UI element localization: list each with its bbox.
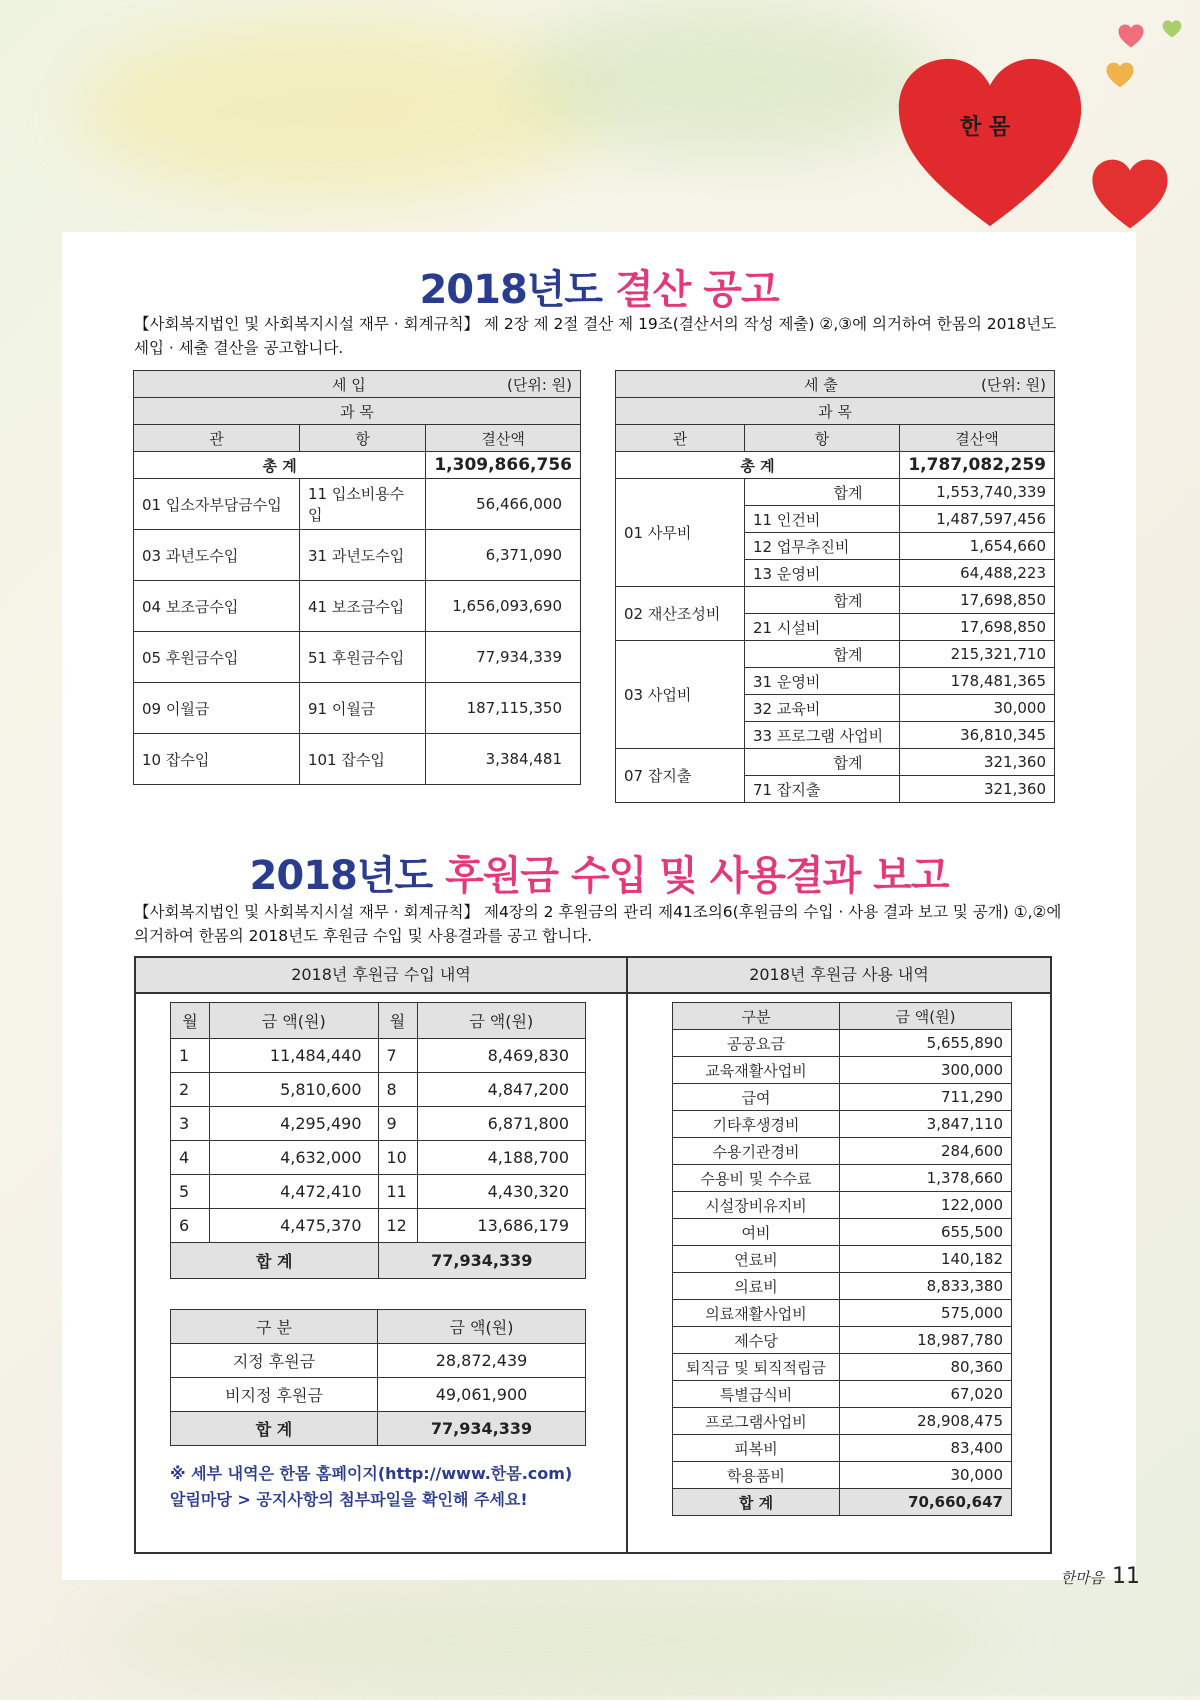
section2-title-main: 후원금 수입 및 사용결과 보고	[445, 853, 949, 899]
donation-use-heading: 2018년 후원금 사용 내역	[628, 958, 1050, 994]
income-title-cell	[134, 371, 581, 398]
income-unit: (단위: 원)	[507, 375, 572, 394]
magazine-name: 한마음	[1060, 1569, 1104, 1587]
usage-row	[673, 1408, 1012, 1435]
income-hang: 51 후원금수입	[299, 632, 425, 683]
usage-amount: 30,000	[840, 1462, 1012, 1489]
usage-amount: 5,655,890	[840, 1030, 1012, 1057]
usage-amount: 8,833,380	[840, 1273, 1012, 1300]
monthly-amount: 11,484,440	[210, 1039, 379, 1073]
monthly-month: 3	[171, 1107, 210, 1141]
usage-row	[673, 1084, 1012, 1111]
expense-col-amount: 결산액	[900, 425, 1055, 452]
expense-gwan: 07 잡지출	[616, 749, 745, 803]
background-wash-yellow	[80, 20, 600, 200]
monthly-amount: 4,430,320	[417, 1175, 586, 1209]
monthly-row	[171, 1039, 586, 1073]
homepage-note-line2: 알림마당 > 공지사항의 첨부파일을 확인해 주세요!	[170, 1490, 528, 1509]
income-amount: 1,656,093,690	[426, 581, 581, 632]
content-panel	[62, 232, 1136, 1580]
section1-title	[62, 258, 1136, 315]
usage-amount: 67,020	[840, 1381, 1012, 1408]
income-row	[134, 734, 581, 785]
kind-row	[171, 1378, 586, 1412]
heart-large-icon	[895, 55, 1085, 230]
monthly-col-month-2: 월	[378, 1003, 417, 1039]
usage-row	[673, 1462, 1012, 1489]
homepage-note	[170, 1461, 572, 1513]
monthly-month: 2	[171, 1073, 210, 1107]
expense-gwan: 01 사무비	[616, 479, 745, 587]
income-row	[134, 479, 581, 530]
page-number: 11	[1112, 1564, 1140, 1589]
donation-income-heading: 2018년 후원금 수입 내역	[136, 958, 626, 994]
income-amount: 6,371,090	[426, 530, 581, 581]
expense-row	[616, 479, 1055, 506]
heart-green-icon	[1162, 20, 1182, 38]
homepage-note-line1: ※ 세부 내역은 한몸 홈페이지(http://www.한몸.com)	[170, 1464, 573, 1483]
expense-hang: 12 업무추진비	[745, 533, 900, 560]
usage-label: 수용비 및 수수료	[673, 1165, 840, 1192]
usage-total: 70,660,647	[840, 1489, 1012, 1516]
usage-row	[673, 1435, 1012, 1462]
income-col-hang: 항	[299, 425, 425, 452]
donation-divider	[626, 958, 628, 1552]
usage-total-label: 합 계	[673, 1489, 840, 1516]
kind-label: 비지정 후원금	[171, 1378, 378, 1412]
income-row	[134, 581, 581, 632]
usage-row	[673, 1246, 1012, 1273]
income-amount: 3,384,481	[426, 734, 581, 785]
income-row	[134, 683, 581, 734]
monthly-amount: 6,871,800	[417, 1107, 586, 1141]
income-hang: 31 과년도수입	[299, 530, 425, 581]
expense-hang: 71 잡지출	[745, 776, 900, 803]
expense-unit: (단위: 원)	[981, 375, 1046, 394]
usage-amount: 28,908,475	[840, 1408, 1012, 1435]
income-subject: 과 목	[134, 398, 581, 425]
income-total-label: 총 계	[134, 452, 426, 479]
monthly-amount: 4,188,700	[417, 1141, 586, 1175]
monthly-row	[171, 1107, 586, 1141]
header-label: 한 몸	[960, 115, 1011, 140]
monthly-month: 7	[378, 1039, 417, 1073]
expense-amount: 1,654,660	[900, 533, 1055, 560]
usage-label: 퇴직금 및 퇴직적립금	[673, 1354, 840, 1381]
expense-col-gwan: 관	[616, 425, 745, 452]
monthly-month: 10	[378, 1141, 417, 1175]
heart-orange-icon	[1105, 62, 1135, 88]
usage-label: 연료비	[673, 1246, 840, 1273]
usage-row	[673, 1030, 1012, 1057]
expense-hang: 11 인건비	[745, 506, 900, 533]
monthly-col-amount-1: 금 액(원)	[210, 1003, 379, 1039]
monthly-month: 9	[378, 1107, 417, 1141]
section2-title-year: 2018년도	[249, 853, 433, 899]
income-hang: 11 입소비용수입	[299, 479, 425, 530]
usage-col-amount: 금 액(원)	[840, 1003, 1012, 1030]
expense-amount: 17,698,850	[900, 614, 1055, 641]
income-col-amount: 결산액	[426, 425, 581, 452]
monthly-amount: 4,472,410	[210, 1175, 379, 1209]
usage-col-kind: 구분	[673, 1003, 840, 1030]
expense-title: 세 출	[804, 375, 838, 394]
section1-title-year: 2018년도	[419, 267, 603, 313]
monthly-amount: 4,475,370	[210, 1209, 379, 1243]
expense-hang: 21 시설비	[745, 614, 900, 641]
expense-amount: 321,360	[900, 749, 1055, 776]
expense-hang: 합계	[745, 641, 900, 668]
background-wash-bottom	[100, 1580, 1000, 1700]
usage-row	[673, 1381, 1012, 1408]
monthly-row	[171, 1073, 586, 1107]
income-amount: 187,115,350	[426, 683, 581, 734]
income-hang: 91 이월금	[299, 683, 425, 734]
section1-title-main: 결산 공고	[615, 267, 779, 313]
usage-label: 특별급식비	[673, 1381, 840, 1408]
monthly-total-label: 합 계	[171, 1243, 379, 1279]
monthly-month: 6	[171, 1209, 210, 1243]
expense-amount: 1,553,740,339	[900, 479, 1055, 506]
donation-kind-table	[170, 1309, 586, 1446]
usage-row	[673, 1111, 1012, 1138]
income-table	[133, 370, 581, 785]
expense-hang: 32 교육비	[745, 695, 900, 722]
usage-label: 의료비	[673, 1273, 840, 1300]
usage-amount: 711,290	[840, 1084, 1012, 1111]
monthly-row	[171, 1141, 586, 1175]
monthly-col-month-1: 월	[171, 1003, 210, 1039]
usage-amount: 575,000	[840, 1300, 1012, 1327]
usage-label: 의료재활사업비	[673, 1300, 840, 1327]
usage-row	[673, 1273, 1012, 1300]
usage-row	[673, 1192, 1012, 1219]
monthly-amount: 4,632,000	[210, 1141, 379, 1175]
usage-amount: 18,987,780	[840, 1327, 1012, 1354]
expense-row	[616, 749, 1055, 776]
expense-hang: 13 운영비	[745, 560, 900, 587]
expense-row	[616, 587, 1055, 614]
monthly-month: 4	[171, 1141, 210, 1175]
usage-row	[673, 1138, 1012, 1165]
monthly-amount: 8,469,830	[417, 1039, 586, 1073]
income-gwan: 04 보조금수입	[134, 581, 300, 632]
expense-table	[615, 370, 1055, 803]
usage-amount: 284,600	[840, 1138, 1012, 1165]
income-amount: 77,934,339	[426, 632, 581, 683]
kind-amount: 28,872,439	[378, 1344, 586, 1378]
expense-amount: 36,810,345	[900, 722, 1055, 749]
monthly-total: 77,934,339	[378, 1243, 586, 1279]
donation-usage-table	[672, 1002, 1012, 1516]
usage-row	[673, 1354, 1012, 1381]
kind-amount: 49,061,900	[378, 1378, 586, 1412]
usage-label: 급여	[673, 1084, 840, 1111]
usage-amount: 140,182	[840, 1246, 1012, 1273]
section2-title	[62, 844, 1136, 901]
kind-row	[171, 1344, 586, 1378]
expense-amount: 30,000	[900, 695, 1055, 722]
expense-gwan: 03 사업비	[616, 641, 745, 749]
income-hang: 101 잡수입	[299, 734, 425, 785]
monthly-amount: 13,686,179	[417, 1209, 586, 1243]
expense-col-hang: 항	[745, 425, 900, 452]
expense-amount: 64,488,223	[900, 560, 1055, 587]
kind-col-kind: 구 분	[171, 1310, 378, 1344]
income-gwan: 09 이월금	[134, 683, 300, 734]
expense-total-label: 총 계	[616, 452, 900, 479]
donation-report-box	[134, 956, 1052, 1554]
kind-label: 지정 후원금	[171, 1344, 378, 1378]
usage-row	[673, 1057, 1012, 1084]
usage-label: 여비	[673, 1219, 840, 1246]
usage-label: 프로그램사업비	[673, 1408, 840, 1435]
income-row	[134, 530, 581, 581]
monthly-month: 5	[171, 1175, 210, 1209]
income-col-gwan: 관	[134, 425, 300, 452]
heart-small-icon	[1090, 158, 1170, 230]
monthly-row	[171, 1209, 586, 1243]
expense-amount: 321,360	[900, 776, 1055, 803]
usage-amount: 1,378,660	[840, 1165, 1012, 1192]
monthly-month: 8	[378, 1073, 417, 1107]
expense-total: 1,787,082,259	[900, 452, 1055, 479]
income-title: 세 입	[332, 375, 366, 394]
income-gwan: 05 후원금수입	[134, 632, 300, 683]
monthly-amount: 4,295,490	[210, 1107, 379, 1141]
monthly-row	[171, 1175, 586, 1209]
income-hang: 41 보조금수입	[299, 581, 425, 632]
kind-col-amount: 금 액(원)	[378, 1310, 586, 1344]
monthly-month: 12	[378, 1209, 417, 1243]
monthly-amount: 5,810,600	[210, 1073, 379, 1107]
income-row	[134, 632, 581, 683]
income-amount: 56,466,000	[426, 479, 581, 530]
usage-label: 교육재활사업비	[673, 1057, 840, 1084]
usage-row	[673, 1219, 1012, 1246]
expense-hang: 31 운영비	[745, 668, 900, 695]
usage-label: 수용기관경비	[673, 1138, 840, 1165]
usage-label: 제수당	[673, 1327, 840, 1354]
expense-row	[616, 641, 1055, 668]
section1-intro: 【사회복지법인 및 사회복지시설 재무 · 회계규칙】 제 2장 제 2절 결산 제 19조(결산서의 작성 제출) ②,③에 의거하여 한몸의 2018년도 세입 · 세출 결산을 공고합니다.	[134, 315, 1057, 357]
monthly-income-table	[170, 1002, 586, 1279]
usage-row	[673, 1300, 1012, 1327]
expense-hang: 합계	[745, 749, 900, 776]
usage-label: 공공요금	[673, 1030, 840, 1057]
heart-pink-icon	[1118, 24, 1144, 48]
usage-label: 학용품비	[673, 1462, 840, 1489]
usage-amount: 3,847,110	[840, 1111, 1012, 1138]
usage-label: 시설장비유지비	[673, 1192, 840, 1219]
usage-row	[673, 1327, 1012, 1354]
usage-amount: 83,400	[840, 1435, 1012, 1462]
usage-label: 피복비	[673, 1435, 840, 1462]
section2-intro: 【사회복지법인 및 사회복지시설 재무 · 회계규칙】 제4장의 2 후원금의 관리 제41조의6(후원금의 수입 · 사용 결과 보고 및 공개) ①,②에 의거하여 한몸의 2018년도 후원금 수입 및 사용결과를 공고 합니다.	[134, 903, 1062, 945]
expense-hang: 합계	[745, 479, 900, 506]
monthly-month: 1	[171, 1039, 210, 1073]
expense-gwan: 02 재산조성비	[616, 587, 745, 641]
expense-amount: 1,487,597,456	[900, 506, 1055, 533]
expense-amount: 178,481,365	[900, 668, 1055, 695]
usage-amount: 80,360	[840, 1354, 1012, 1381]
income-gwan: 01 입소자부담금수입	[134, 479, 300, 530]
expense-subject: 과 목	[616, 398, 1055, 425]
kind-total: 77,934,339	[378, 1412, 586, 1446]
background-wash-green	[520, 0, 940, 160]
monthly-amount: 4,847,200	[417, 1073, 586, 1107]
expense-amount: 17,698,850	[900, 587, 1055, 614]
expense-amount: 215,321,710	[900, 641, 1055, 668]
usage-amount: 300,000	[840, 1057, 1012, 1084]
expense-hang: 33 프로그램 사업비	[745, 722, 900, 749]
income-gwan: 03 과년도수입	[134, 530, 300, 581]
expense-hang: 합계	[745, 587, 900, 614]
expense-title-cell	[616, 371, 1055, 398]
monthly-month: 11	[378, 1175, 417, 1209]
income-gwan: 10 잡수입	[134, 734, 300, 785]
usage-amount: 655,500	[840, 1219, 1012, 1246]
page-footer	[1061, 1564, 1140, 1589]
income-total: 1,309,866,756	[426, 452, 581, 479]
kind-total-label: 합 계	[171, 1412, 378, 1446]
monthly-col-amount-2: 금 액(원)	[417, 1003, 586, 1039]
usage-row	[673, 1165, 1012, 1192]
usage-amount: 122,000	[840, 1192, 1012, 1219]
usage-label: 기타후생경비	[673, 1111, 840, 1138]
